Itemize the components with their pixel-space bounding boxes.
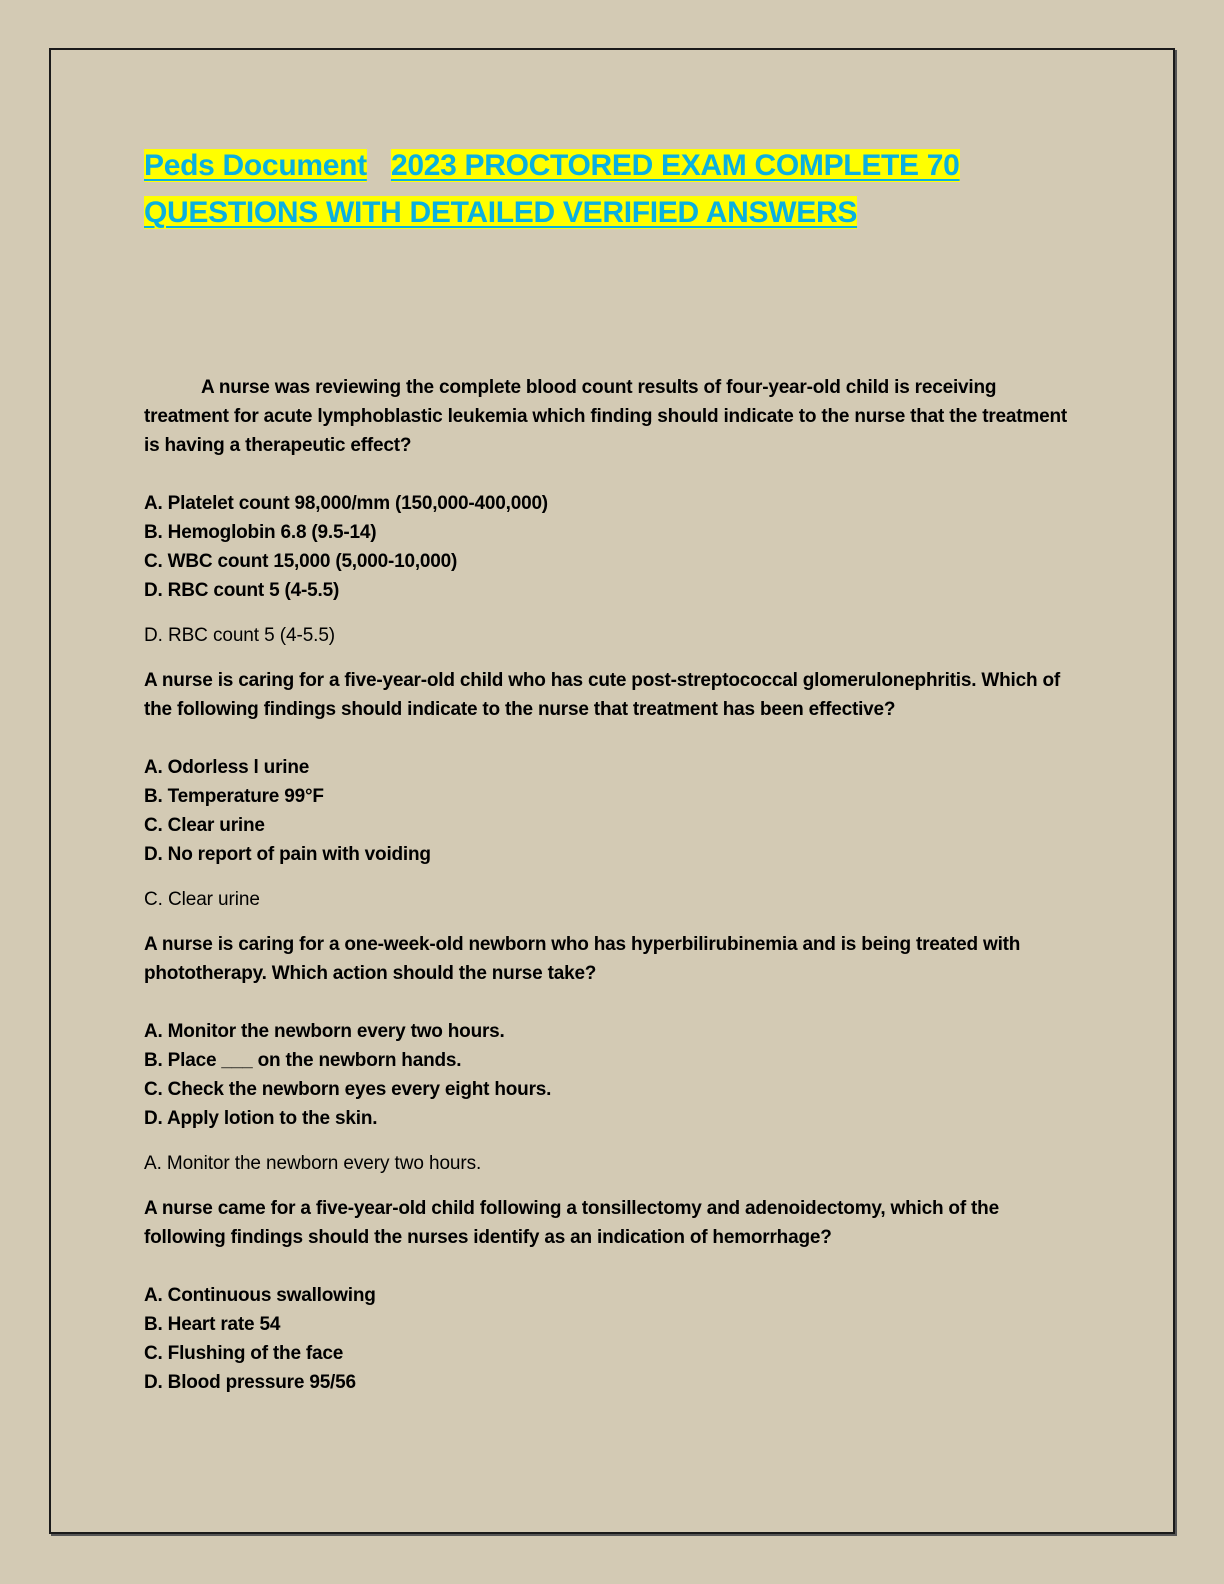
option-d: D. No report of pain with voiding [144,844,431,865]
option-c: C. Clear urine [144,815,265,836]
question-text: A nurse was reviewing the complete blood count results of four-year-old child is receiving treatment for acute lymphoblastic leukemia which finding should indicate to the nurse that the treatment is having a therapeutic effect? [144,377,1068,456]
option-b: B. Hemoglobin 6.8 (9.5-14) [144,522,377,543]
option-d: D. RBC count 5 (4-5.5) [144,580,340,601]
option-b: B. Place ___ on the newborn hands. [144,1050,462,1071]
option-c: C. WBC count 15,000 (5,000-10,000) [144,551,458,572]
title-line-2: QUESTIONS WITH DETAILED VERIFIED ANSWERS [144,196,858,229]
answer-text: C. Clear urine [144,889,260,910]
question-block [144,1194,1074,1397]
options-list [144,1281,1074,1397]
options-list [144,753,1074,869]
option-a: A. Continuous swallowing [144,1285,376,1306]
option-b: B. Heart rate 54 [144,1314,281,1335]
options-list [144,1017,1074,1133]
question-text: A nurse came for a five-year-old child following a tonsillectomy and adenoidectomy, which of the following findings should the nurses identify as an indication of hemorrhage? [144,1198,999,1248]
option-a: A. Monitor the newborn every two hours. [144,1021,505,1042]
option-d: D. Blood pressure 95/56 [144,1372,356,1393]
option-d: D. Apply lotion to the skin. [144,1108,378,1129]
question-block [144,373,1074,650]
title-part-2: 2023 PROCTORED EXAM COMPLETE 70 [390,149,960,182]
options-list [144,489,1074,605]
document-title [144,142,1074,236]
option-a: A. Odorless l urine [144,757,310,778]
answer-text: A. Monitor the newborn every two hours. [144,1153,482,1174]
document-body [144,142,1074,1397]
option-b: B. Temperature 99°F [144,786,324,807]
question-text: A nurse is caring for a one-week-old newborn who has hyperbilirubinemia and is being treated with phototherapy. Which action should the nurse take? [144,934,1021,984]
title-part-1: Peds Document [144,149,367,182]
option-a: A. Platelet count 98,000/mm (150,000-400,000) [144,493,548,514]
question-text: A nurse is caring for a five-year-old child who has cute post-streptococcal glomerulonephritis. Which of the following findings should indicate to the nurse that treatment has been effective? [144,670,1060,720]
question-block [144,666,1074,914]
question-block [144,930,1074,1178]
option-c: C. Flushing of the face [144,1343,344,1364]
answer-text: D. RBC count 5 (4-5.5) [144,625,336,646]
option-c: C. Check the newborn eyes every eight hours. [144,1079,552,1100]
